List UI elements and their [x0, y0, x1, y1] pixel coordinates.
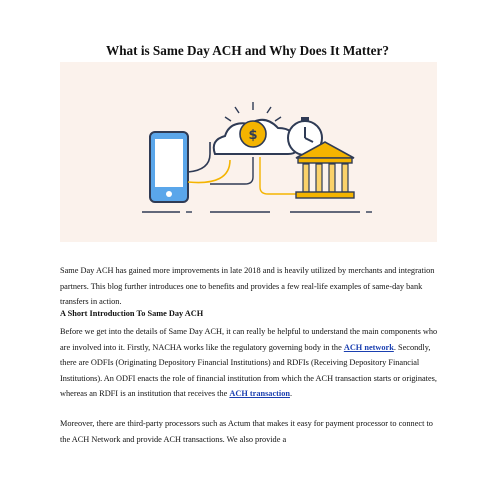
ach-transaction-link[interactable]: ACH transaction: [229, 389, 290, 398]
page-title: What is Same Day ACH and Why Does It Matter?: [106, 43, 389, 58]
paragraph-text: Before we get into the details of Same Day ACH, it can really be helpful to understand the main components who are involved into it. Firstly, NACHA works like the regulatory governing body in the: [60, 327, 438, 352]
cloud-dollar-icon: [210, 102, 298, 194]
intro-ach-paragraph: [60, 324, 440, 402]
paragraph-text: .: [289, 389, 293, 398]
intro-paragraph: Same Day ACH has gained more improvements in late 2018 and is heavily utilized by merchants and integration partners. This blog further introduces one to benefits and provides a few real-life examples of same-day bank transfers in action.: [60, 266, 435, 306]
svg-text:$: $: [248, 128, 258, 143]
ach-network-link[interactable]: ACH network: [343, 342, 394, 352]
paragraph-text: . Secondly, there are ODFIs (Originating Depository Financial Institutions) and RDFIs (Receiving Depository Financial Institutions). An ODFI enacts the role of financial institution from which the ACH transaction starts or originates, whereas an RDFI is an institution that receives the: [60, 342, 437, 398]
hero-illustration: [60, 62, 437, 242]
section-heading: A Short Introduction To Same Day ACH: [60, 309, 204, 318]
processors-paragraph: Moreover, there are third-party processors such as Actum that makes it easy for payment processor to connect to the ACH Network and provide ACH transactions. We also provide a: [60, 419, 433, 444]
